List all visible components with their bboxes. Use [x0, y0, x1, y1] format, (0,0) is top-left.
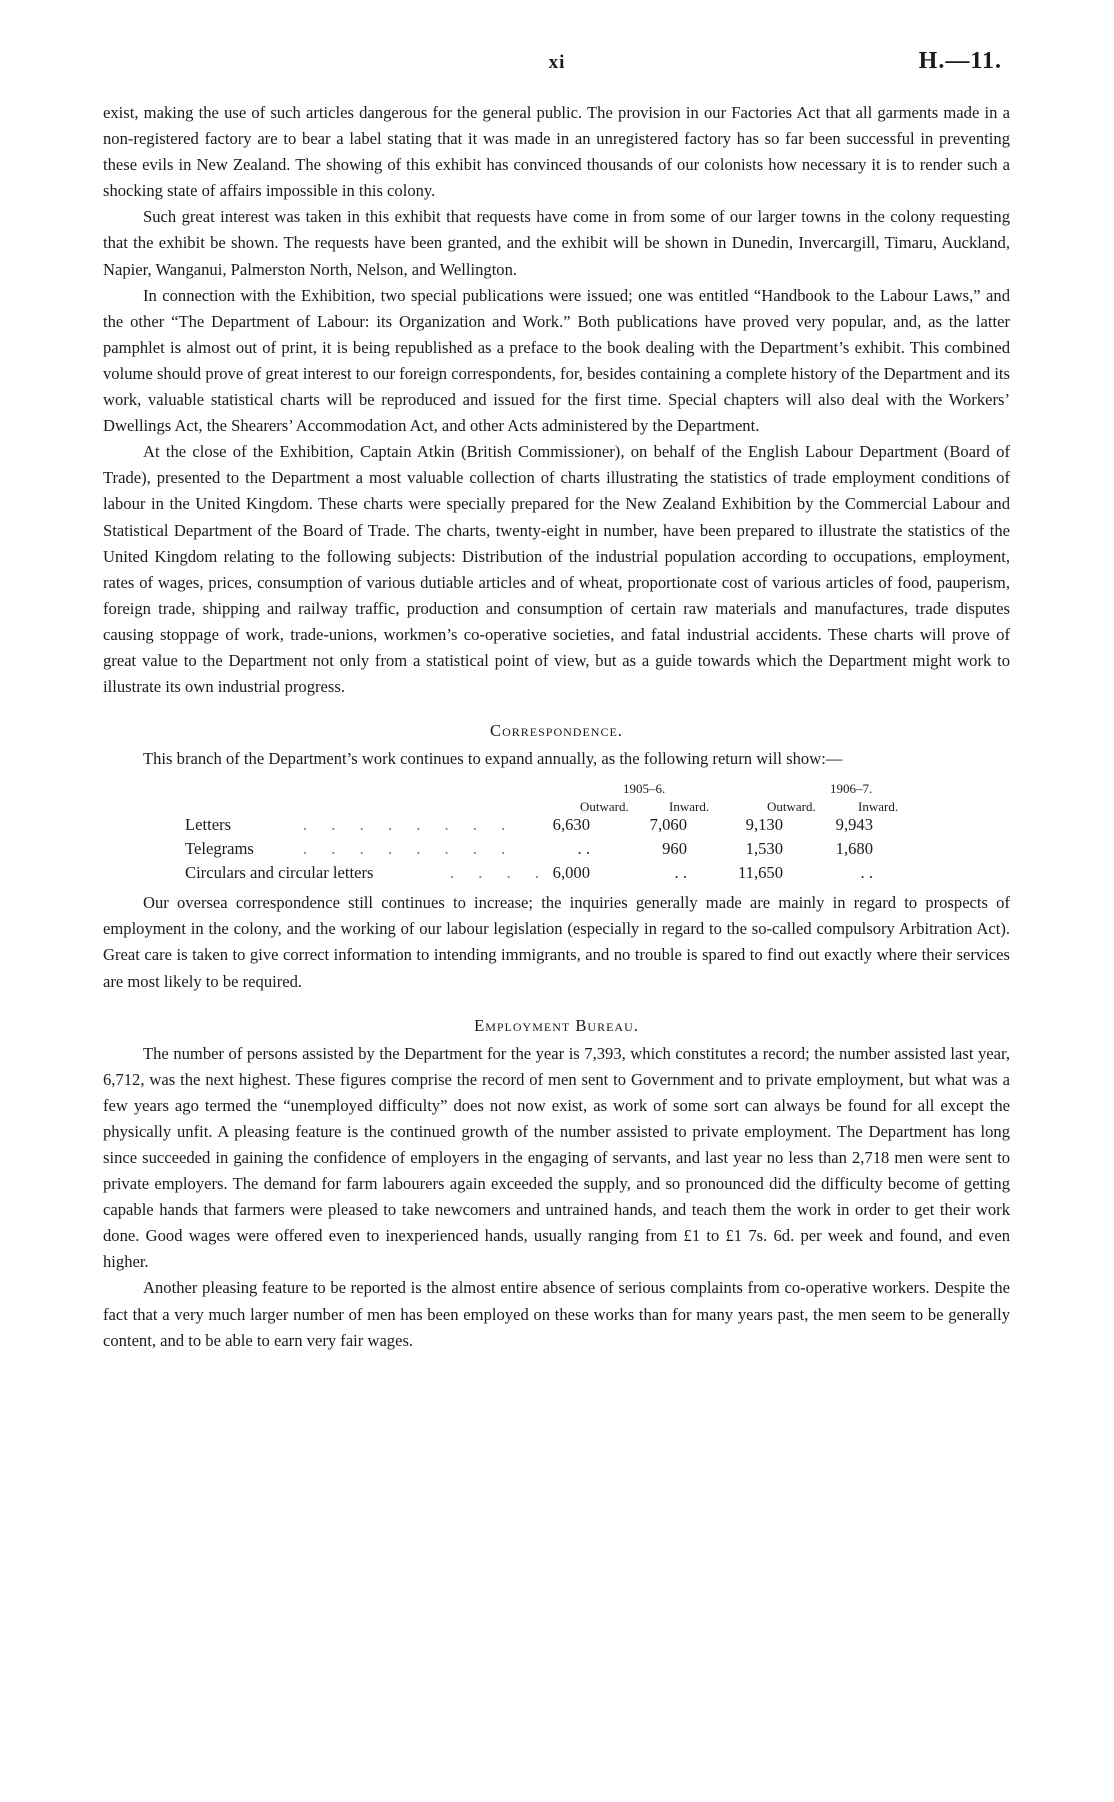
table-column-header: Inward.	[669, 799, 710, 815]
paragraph-continued: exist, making the use of such articles dangerous for the general public. The provision in our Factories Act that all garments made in a non-registered factory are to bear a label stating that it was made in an unregistered factory has so far been successful in preventing these evils in New Zealand. The showing of this exhibit has convinced thousands of our colonists how necessary it is to render such a shocking state of affairs impossible in this colony.	[103, 103, 1010, 201]
paragraph-persons-assisted: The number of persons assisted by the Department for the year is 7,393, which constitutes a record; the number assisted last year, 6,712, was the next highest. These figures comprise the record of men sent to Government and to private employment, but what was a few years ago termed the “unemployed difficulty” does not now exist, as work of some sort can always be found for all except the physically unfit. A pleasing feature is the continued growth of the number assisted to private employment. The Department has long since succeeded in gaining the confidence of employers in the engaging of servants, and last year no less than 2,718 men were sent to private employers. The demand for farm labourers again exceeded the supply, and so pronounced did the difficulty become of getting capable hands that farmers were pleased to take newcomers and untrained hands, and teach them the work in order to get their work done. Good wages were offered even to inexperienced hands, usually ranging from £1 to £1 7s. 6d. per week and found, and even higher.	[103, 1043, 1010, 1272]
leader-dots: . . . . . . . .	[303, 815, 516, 835]
paragraph-publications: In connection with the Exhibition, two special publications were issued; one was entitled “Handbook to the Labour Laws,” and the other “The Department of Labour: its Organization and Work.” Both publications have proved very popular, and, as the latter pamphlet is almost out of print, it is being republished as a preface to the book dealing with the Department’s exhibit. This combined volume should prove of great interest to our foreign correspondents, for, besides containing a complete history of the Department and its work, valuable statistical charts will be reproduced and issued for the first time. Special chapters will also deal with the Workers’ Dwellings Act, the Shearers’ Accommodation Act, and other Acts administered by the Department.	[103, 285, 1010, 436]
table-cell: 6,630	[552, 815, 590, 835]
paragraph-co-operative-workers: Another pleasing feature to be reported is the almost entire absence of serious complaints from co-operative workers. Despite the fact that a very much larger number of men has been employed on these works than for many years past, the men seem to be generally content, and to be able to earn very fair wages.	[103, 1278, 1010, 1350]
page-header	[0, 48, 1114, 82]
table-cell: . .	[577, 839, 590, 859]
table-cell: 1,680	[835, 839, 873, 859]
table-column-header: Outward.	[767, 799, 816, 815]
paragraph-board-of-trade-charts: At the close of the Exhibition, Captain Atkin (British Commissioner), on behalf of the English Labour Department (Board of Trade), presented to the Department a most valuable collection of charts illustrating the statistics of trade employment conditions of labour in the United Kingdom. These charts were specially prepared for the New Zealand Exhibition by the Commercial Labour and Statistical Department of the Board of Trade. The charts, twenty-eight in number, have been prepared to illustrate the statistics of the United Kingdom relating to the following subjects: Distribution of the industrial population according to occupations, employment, rates of wages, prices, consumption of various dutiable articles and of wheat, proportionate cost of various articles of food, pauperism, foreign trade, shipping and railway traffic, production and consumption of certain raw materials and manufactures, trade disputes causing stoppage of work, trade-unions, workmen’s co-operative societies, and fatal industrial accidents. These charts will prove of great value to the Department not only from a statistical point of view, but as a guide towards which the Department might work to illustrate its own industrial progress.	[103, 442, 1010, 697]
table-cell: 9,943	[835, 815, 873, 835]
table-column-header: Outward.	[580, 799, 629, 815]
leader-dots: . . . .	[450, 863, 550, 883]
table-cell: . .	[860, 863, 873, 883]
table-year-header: 1905–6.	[623, 781, 666, 797]
leader-dots: . . . . . . . .	[303, 839, 516, 859]
table-row	[185, 812, 1010, 838]
paragraph-correspondence-intro: This branch of the Department’s work continues to expand annually, as the following return will show:—	[143, 749, 843, 769]
table-cell: . .	[674, 863, 687, 883]
table-cell: 9,130	[745, 815, 783, 835]
row-label: Telegrams	[185, 839, 254, 859]
section-title-employment-bureau: Employment Bureau.	[474, 1015, 639, 1035]
document-reference: H.—11.	[918, 48, 1002, 74]
table-column-header: Inward.	[858, 799, 899, 815]
table-cell: 11,650	[737, 863, 783, 883]
table-cell: 1,530	[745, 839, 783, 859]
paragraph-oversea-correspondence: Our oversea correspondence still continues to increase; the inquiries generally made are mainly in regard to prospects of employment in the colony, and the working of our labour legislation (especially in regard to the so-called compulsory Arbitration Act). Great care is taken to give correct information to intending immigrants, and no trouble is spared to find out exactly where their services are most likely to be required.	[103, 893, 1010, 991]
table-row	[185, 860, 1010, 886]
table-cell: 960	[662, 839, 687, 859]
table-row	[185, 836, 1010, 862]
table-cell: 6,000	[552, 863, 590, 883]
section-title-correspondence: Correspondence.	[490, 721, 623, 741]
table-year-header: 1906–7.	[830, 781, 873, 797]
row-label: Circulars and circular letters	[185, 863, 374, 883]
row-label: Letters	[185, 815, 232, 835]
correspondence-return-table	[103, 774, 1010, 884]
page-number: xi	[548, 52, 566, 73]
table-cell: 7,060	[649, 815, 687, 835]
paragraph-exhibit-requests: Such great interest was taken in this exhibit that requests have come in from some of our larger towns in the colony requesting that the exhibit be shown. The requests have been granted, and the exhibit will be shown in Dunedin, Invercargill, Timaru, Auckland, Napier, Wanganui, Palmerston North, Nelson, and Wellington.	[103, 207, 1010, 279]
page-body	[103, 100, 1010, 1354]
